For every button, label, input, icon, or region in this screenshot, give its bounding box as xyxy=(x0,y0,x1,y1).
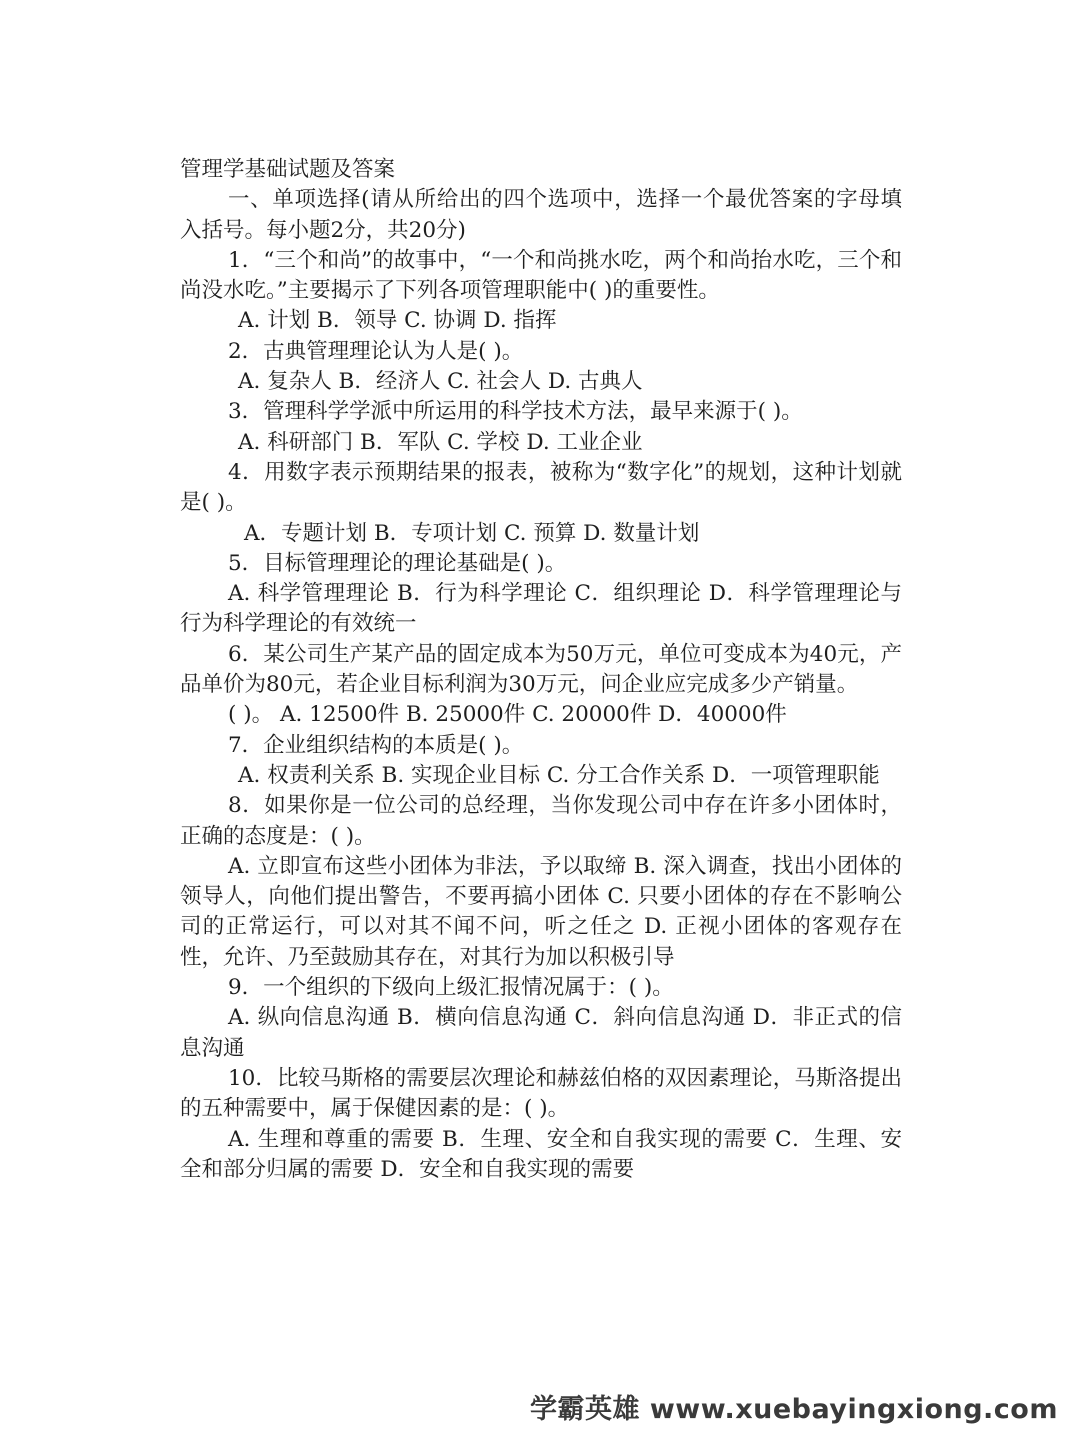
question-text: 3．管理科学学派中所运用的科学技术方法，最早来源于( )。 xyxy=(228,399,803,425)
question-options: A. 科研部门 B．军队 C. 学校 D. 工业企业 xyxy=(238,429,643,455)
document-page xyxy=(180,155,902,1185)
question-text: 4．用数字表示预期结果的报表，被称为“数字化”的规划，这种计划就是( )。 xyxy=(180,459,902,516)
question-text: 10．比较马斯格的需要层次理论和赫兹伯格的双因素理论，马斯洛提出的五种需要中，属于保健因素的是：( )。 xyxy=(180,1065,902,1122)
question-text: 5．目标管理理论的理论基础是( )。 xyxy=(228,550,567,576)
question-options: A. 立即宣布这些小团体为非法，予以取缔 B. 深入调查，找出小团体的领导人，向他们提出警告，不要再搞小团体 C. 只要小团体的存在不影响公司的正常运行，可以对其不闻不问，听之任之 D. 正视小团体的客观存在性，允许、乃至鼓励其存在，对其行为加以积极引导 xyxy=(180,853,902,970)
question-options: ( )。 A. 12500件 B. 25000件 C. 20000件 D．40000件 xyxy=(228,702,787,728)
question-text: 1．“三个和尚”的故事中，“一个和尚挑水吃，两个和尚抬水吃，三个和尚没水吃。”主要揭示了下列各项管理职能中( )的重要性。 xyxy=(180,247,902,304)
question-options: A. 复杂人 B．经济人 C. 社会人 D. 古典人 xyxy=(238,369,643,395)
document-title: 管理学基础试题及答案 xyxy=(180,157,396,182)
question-options: A. 权责利关系 B. 实现企业目标 C. 分工合作关系 D．一项管理职能 xyxy=(238,762,880,788)
question-options: A．专题计划 B．专项计划 C. 预算 D. 数量计划 xyxy=(244,520,700,546)
question-options: A. 纵向信息沟通 B．横向信息沟通 C．斜向信息沟通 D．非正式的信息沟通 xyxy=(180,1005,902,1061)
question-options: A. 生理和尊重的需要 B．生理、安全和自我实现的需要 C．生理、安全和部分归属的需要 D．安全和自我实现的需要 xyxy=(180,1126,902,1182)
section-heading: 一、单项选择(请从所给出的四个选项中，选择一个最优答案的字母填入括号。每小题2分，共20分) xyxy=(180,187,902,243)
question-text: 6．某公司生产某产品的固定成本为50万元，单位可变成本为40元，产品单价为80元，若企业目标利润为30万元，问企业应完成多少产销量。 xyxy=(180,641,902,698)
question-text: 7．企业组织结构的本质是( )。 xyxy=(228,732,524,758)
question-text: 2．古典管理理论认为人是( )。 xyxy=(228,338,524,364)
question-text: 9．一个组织的下级向上级汇报情况属于：( )。 xyxy=(228,975,674,1001)
question-options: A. 科学管理理论 B．行为科学理论 C．组织理论 D．科学管理理论与行为科学理论的有效统一 xyxy=(180,581,902,637)
site-watermark: 学霸英雄 www.xuebayingxiong.com xyxy=(529,1394,1058,1425)
question-options: A. 计划 B．领导 C. 协调 D. 指挥 xyxy=(238,308,557,334)
question-text: 8．如果你是一位公司的总经理，当你发现公司中存在许多小团体时，正确的态度是：( )。 xyxy=(180,793,902,849)
